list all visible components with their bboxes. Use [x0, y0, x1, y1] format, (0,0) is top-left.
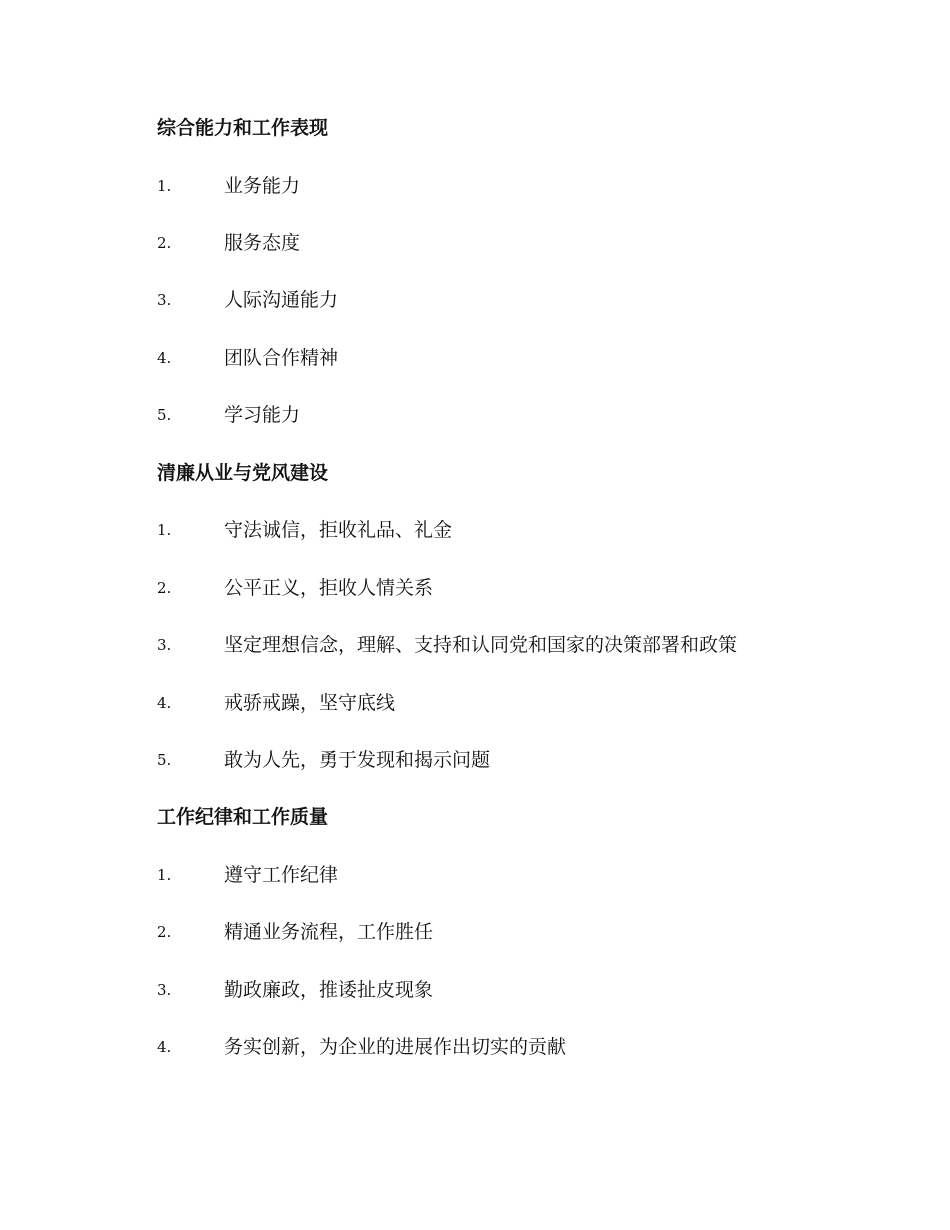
list-number: 1.	[157, 177, 172, 195]
list-number: 2.	[157, 234, 172, 252]
list-text: 勤政廉政，推诿扯皮现象	[224, 979, 434, 1001]
list-number: 5.	[157, 751, 172, 769]
list-number: 2.	[157, 923, 172, 941]
list-text: 守法诚信，拒收礼品、礼金	[224, 519, 453, 541]
list-text: 公平正义，拒收人情关系	[224, 577, 434, 599]
list-text: 务实创新，为企业的进展作出切实的贡献	[224, 1036, 567, 1058]
list-text: 坚定理想信念，理解、支持和认同党和国家的决策部署和政策	[224, 634, 738, 656]
section-heading: 综合能力和工作表现	[157, 117, 329, 139]
list-number: 2.	[157, 579, 172, 597]
list-text: 学习能力	[224, 404, 301, 426]
list-number: 5.	[157, 406, 172, 424]
list-number: 3.	[157, 291, 172, 309]
list-text: 业务能力	[224, 175, 301, 197]
list-text: 敢为人先，勇于发现和揭示问题	[224, 749, 491, 771]
list-number: 1.	[157, 866, 172, 884]
section-heading: 工作纪律和工作质量	[157, 806, 329, 828]
list-text: 服务态度	[224, 232, 301, 254]
list-number: 4.	[157, 349, 172, 367]
list-number: 4.	[157, 1038, 172, 1056]
list-number: 1.	[157, 521, 172, 539]
list-number: 3.	[157, 636, 172, 654]
list-text: 人际沟通能力	[224, 289, 339, 311]
list-number: 3.	[157, 981, 172, 999]
list-text: 戒骄戒躁，坚守底线	[224, 692, 396, 714]
list-text: 遵守工作纪律	[224, 864, 339, 886]
list-text: 团队合作精神	[224, 347, 339, 369]
list-text: 精通业务流程，工作胜任	[224, 921, 434, 943]
list-number: 4.	[157, 694, 172, 712]
section-heading: 清廉从业与党风建设	[157, 462, 329, 484]
